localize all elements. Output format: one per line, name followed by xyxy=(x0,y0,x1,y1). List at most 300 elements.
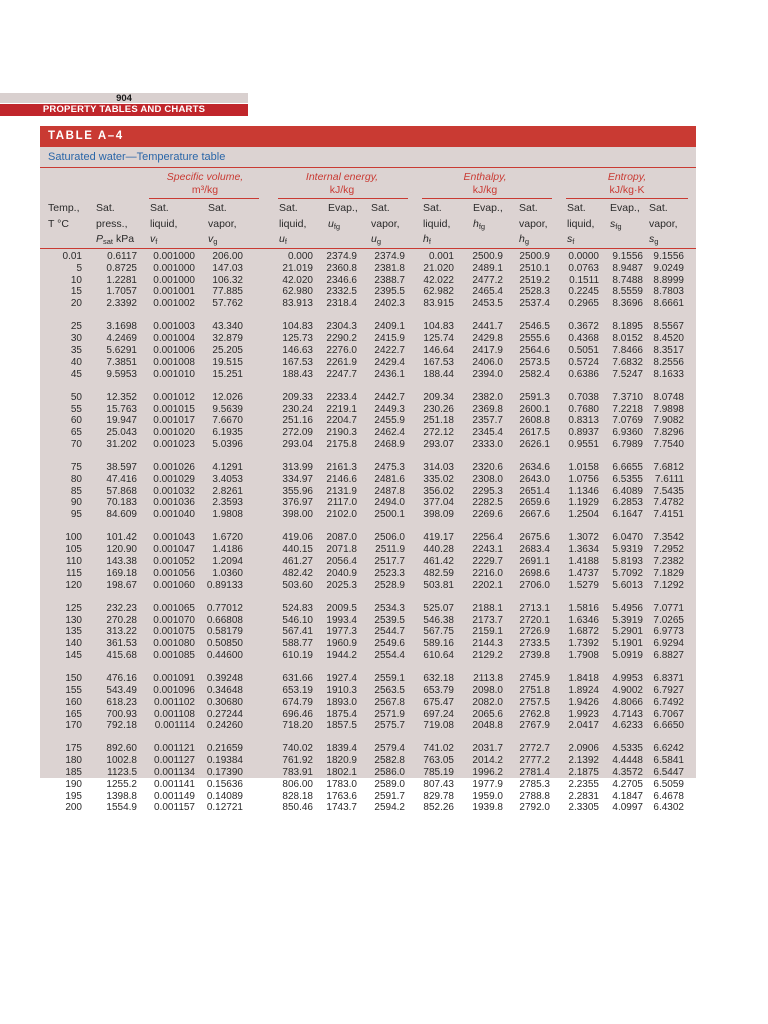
cell-sfg: 6.6655 xyxy=(612,462,643,474)
cell-sg: 8.4520 xyxy=(653,333,684,345)
cell-vf: 0.001149 xyxy=(154,790,195,802)
cell-temp: 105 xyxy=(65,544,82,556)
symbol: s xyxy=(610,217,616,230)
cell-vg: 147.03 xyxy=(212,262,243,274)
cell-sg: 6.7492 xyxy=(653,696,684,708)
cell-sf: 1.3072 xyxy=(568,532,599,544)
cell-sf: 0.0000 xyxy=(568,251,599,262)
cell-vf: 0.001008 xyxy=(153,356,195,368)
cell-uf: 272.09 xyxy=(282,427,313,439)
cell-hfg: 2098.0 xyxy=(472,684,503,696)
cell-temp: 110 xyxy=(66,556,82,567)
cell-psat: 1002.8 xyxy=(106,755,137,767)
table-caption: Saturated water—Temperature table xyxy=(48,151,226,163)
cell-hg: 2634.6 xyxy=(519,462,550,474)
cell-hg: 2528.3 xyxy=(519,286,550,298)
cell-vg: 57.762 xyxy=(212,298,243,310)
col-head-symbol xyxy=(610,217,640,235)
cell-hg: 2706.0 xyxy=(519,579,550,591)
cell-psat: 9.5953 xyxy=(106,368,137,380)
cell-vf: 0.001000 xyxy=(153,274,195,286)
symbol: u xyxy=(328,217,334,230)
cell-sfg: 8.9487 xyxy=(612,262,643,274)
cell-temp: 70 xyxy=(70,438,82,450)
cell-hf: 461.42 xyxy=(423,556,454,567)
col-head-hg xyxy=(519,201,548,250)
cell-sfg: 5.8193 xyxy=(612,556,643,567)
symbol-subscript: f xyxy=(155,237,158,246)
cell-vf: 0.001036 xyxy=(153,497,195,509)
cell-sfg: 4.6233 xyxy=(612,720,643,732)
symbol-subscript: f xyxy=(428,237,431,246)
cell-psat: 84.609 xyxy=(106,509,137,521)
table-row xyxy=(40,580,696,591)
cell-psat: 120.90 xyxy=(106,544,137,556)
cell-sfg: 7.5247 xyxy=(612,368,643,380)
cell-vf: 0.001003 xyxy=(153,321,195,333)
cell-hfg: 1959.0 xyxy=(472,790,503,802)
cell-sg: 6.8827 xyxy=(653,649,684,661)
cell-temp: 185 xyxy=(65,767,82,779)
cell-sfg: 5.2901 xyxy=(612,626,643,638)
cell-vf: 0.001085 xyxy=(153,649,195,661)
cell-ug: 2415.9 xyxy=(374,333,405,345)
cell-vg: 0.44600 xyxy=(206,649,243,661)
table-row xyxy=(40,439,696,450)
cell-vf: 0.001060 xyxy=(153,579,195,591)
cell-sfg: 4.4448 xyxy=(612,755,643,767)
cell-uf: 610.19 xyxy=(282,649,313,661)
cell-uf: 42.020 xyxy=(282,274,313,286)
cell-hg: 2713.1 xyxy=(519,602,550,614)
group-label: Internal energy, xyxy=(305,171,379,183)
cell-hg: 2792.0 xyxy=(519,802,550,814)
cell-ufg: 1977.3 xyxy=(326,626,357,638)
cell-vf: 0.001002 xyxy=(153,298,195,310)
cell-temp: 15 xyxy=(70,286,82,298)
cell-sg: 7.1292 xyxy=(653,579,684,591)
group-unit: kJ/kg xyxy=(472,184,498,196)
cell-sg: 7.7540 xyxy=(653,438,684,450)
cell-ufg: 1857.5 xyxy=(326,720,357,732)
col-head-symbol xyxy=(371,232,400,250)
cell-ufg: 2087.0 xyxy=(326,532,357,544)
cell-vf: 0.001127 xyxy=(154,755,195,767)
cell-psat: 31.202 xyxy=(106,438,137,450)
cell-psat: 38.597 xyxy=(106,462,137,474)
cell-hf: 293.07 xyxy=(423,438,454,450)
table-row xyxy=(40,720,696,731)
cell-sfg: 5.0919 xyxy=(612,649,643,661)
col-head-sfg xyxy=(610,201,640,234)
cell-temp: 25 xyxy=(70,321,82,333)
table-row xyxy=(40,275,696,286)
cell-hfg: 2256.4 xyxy=(472,532,503,544)
cell-sf: 0.6386 xyxy=(568,368,599,380)
symbol: v xyxy=(208,233,214,245)
cell-hfg: 2333.0 xyxy=(472,438,503,450)
cell-vf: 0.001032 xyxy=(153,485,195,497)
group-rule xyxy=(278,198,408,199)
cell-sfg: 4.7143 xyxy=(612,708,643,720)
cell-vf: 0.001026 xyxy=(153,462,195,474)
table-row xyxy=(40,603,696,614)
cell-uf: 828.18 xyxy=(282,790,313,802)
cell-sg: 6.7067 xyxy=(653,708,684,720)
table-row xyxy=(40,509,696,520)
cell-ug: 2455.9 xyxy=(374,415,405,427)
cell-sfg: 4.9002 xyxy=(612,684,643,696)
cell-sf: 2.2355 xyxy=(568,778,599,790)
cell-hfg: 2295.3 xyxy=(472,485,503,497)
cell-sg: 7.1829 xyxy=(653,567,684,579)
cell-temp: 130 xyxy=(65,614,82,626)
cell-ufg: 2374.9 xyxy=(326,251,357,262)
col-head-symbol xyxy=(567,232,594,250)
cell-ufg: 2040.9 xyxy=(326,567,357,579)
cell-vg: 0.15636 xyxy=(206,778,243,790)
cell-hg: 2600.1 xyxy=(519,403,550,415)
cell-temp: 135 xyxy=(65,626,82,638)
group-unit: kJ/kg·K xyxy=(609,184,645,196)
property-table xyxy=(40,126,696,814)
cell-ug: 2442.7 xyxy=(374,391,405,403)
cell-hf: 83.915 xyxy=(423,298,454,310)
col-head-line: Sat. xyxy=(150,202,169,214)
col-head-symbol xyxy=(649,232,678,250)
cell-ug: 2523.3 xyxy=(374,567,405,579)
cell-psat: 7.3851 xyxy=(106,356,137,368)
cell-uf: 761.92 xyxy=(282,755,313,767)
cell-vf: 0.001114 xyxy=(154,720,195,732)
cell-sg: 6.9773 xyxy=(653,626,684,638)
cell-hf: 251.18 xyxy=(423,415,454,427)
cell-ufg: 1893.0 xyxy=(326,696,357,708)
cell-ufg: 2219.1 xyxy=(326,403,357,415)
cell-vg: 2.3593 xyxy=(212,497,243,509)
cell-sfg: 7.8466 xyxy=(612,344,643,356)
cell-sg: 7.4782 xyxy=(653,497,684,509)
cell-hfg: 2229.7 xyxy=(472,556,503,567)
cell-ufg: 1993.4 xyxy=(326,614,357,626)
cell-sg: 9.0249 xyxy=(653,262,684,274)
cell-hg: 2788.8 xyxy=(519,790,550,802)
cell-ufg: 2056.4 xyxy=(326,556,357,567)
cell-vg: 7.6670 xyxy=(212,415,243,427)
cell-hfg: 2269.6 xyxy=(472,509,503,521)
cell-vf: 0.001029 xyxy=(153,473,195,485)
cell-sg: 8.3517 xyxy=(653,344,684,356)
cell-ug: 2544.7 xyxy=(374,626,405,638)
cell-ufg: 2233.4 xyxy=(326,391,357,403)
cell-sf: 2.1392 xyxy=(568,755,599,767)
cell-temp: 80 xyxy=(70,473,82,485)
cell-sfg: 8.1895 xyxy=(612,321,643,333)
cell-psat: 143.38 xyxy=(106,556,137,567)
cell-psat: 313.22 xyxy=(106,626,137,638)
cell-hfg: 2188.1 xyxy=(472,602,503,614)
col-head-sf xyxy=(567,201,594,250)
cell-temp: 65 xyxy=(70,427,82,439)
cell-hf: 146.64 xyxy=(423,344,454,356)
cell-hf: 763.05 xyxy=(423,755,454,767)
col-head-line: press., xyxy=(96,217,128,230)
cell-hf: 589.16 xyxy=(423,638,454,650)
cell-vg: 0.77012 xyxy=(206,602,243,614)
table-row xyxy=(40,369,696,380)
col-head-line: Sat. xyxy=(649,202,668,214)
cell-ufg: 1743.7 xyxy=(326,802,357,814)
cell-hfg: 2202.1 xyxy=(472,579,503,591)
table-row xyxy=(40,568,696,579)
cell-hf: 610.64 xyxy=(423,649,454,661)
cell-uf: 850.46 xyxy=(282,802,313,814)
table-row xyxy=(40,615,696,626)
cell-sg: 7.8296 xyxy=(653,427,684,439)
cell-ug: 2500.1 xyxy=(374,509,405,521)
cell-sfg: 6.0470 xyxy=(612,532,643,544)
symbol-subscript: g xyxy=(524,237,530,246)
cell-vg: 0.27244 xyxy=(206,708,243,720)
cell-ufg: 2131.9 xyxy=(326,485,357,497)
cell-hg: 2537.4 xyxy=(519,298,550,310)
cell-vf: 0.001010 xyxy=(153,368,195,380)
cell-hfg: 2382.0 xyxy=(472,391,503,403)
cell-ug: 2395.5 xyxy=(374,286,405,298)
cell-hg: 2733.5 xyxy=(519,638,550,650)
cell-hg: 2555.6 xyxy=(519,333,550,345)
cell-psat: 792.18 xyxy=(106,720,137,732)
cell-hfg: 2417.9 xyxy=(472,344,503,356)
cell-sg: 7.3542 xyxy=(653,532,684,544)
table-row xyxy=(40,709,696,720)
cell-vg: 0.14089 xyxy=(206,790,243,802)
cell-uf: 293.04 xyxy=(282,438,313,450)
cell-hf: 440.28 xyxy=(423,544,454,556)
cell-ufg: 2261.9 xyxy=(326,356,357,368)
col-head-line: Sat. xyxy=(423,202,442,214)
symbol-subscript: g xyxy=(213,237,218,246)
cell-vg: 0.50850 xyxy=(206,638,243,650)
cell-hg: 2667.6 xyxy=(519,509,550,521)
cell-vf: 0.001040 xyxy=(153,509,195,521)
cell-uf: 806.00 xyxy=(282,778,313,790)
cell-sf: 0.3672 xyxy=(568,321,599,333)
cell-uf: 230.24 xyxy=(282,403,313,415)
cell-hfg: 2345.4 xyxy=(472,427,503,439)
cell-ufg: 2071.8 xyxy=(326,544,357,556)
cell-uf: 188.43 xyxy=(282,368,313,380)
cell-psat: 618.23 xyxy=(106,696,137,708)
cell-hf: 829.78 xyxy=(423,790,454,802)
cell-psat: 70.183 xyxy=(106,497,137,509)
cell-sf: 1.4737 xyxy=(568,567,599,579)
group-rule xyxy=(149,198,259,199)
col-head-line: liquid, xyxy=(279,217,307,230)
cell-sfg: 5.3919 xyxy=(612,614,643,626)
cell-psat: 19.947 xyxy=(106,415,137,427)
group-unit: kJ/kg xyxy=(329,184,355,196)
cell-hfg: 2465.4 xyxy=(472,286,503,298)
cell-sfg: 6.2853 xyxy=(612,497,643,509)
cell-hg: 2651.4 xyxy=(519,485,550,497)
cell-uf: 146.63 xyxy=(282,344,313,356)
cell-temp: 150 xyxy=(65,673,82,685)
cell-temp: 145 xyxy=(65,649,82,661)
cell-hg: 2726.9 xyxy=(519,626,550,638)
cell-sg: 6.4678 xyxy=(653,790,684,802)
cell-vg: 0.39248 xyxy=(206,673,243,685)
col-head-line: Evap., xyxy=(328,202,358,214)
cell-hf: 852.26 xyxy=(423,802,454,814)
cell-sf: 1.0158 xyxy=(568,462,599,474)
cell-sg: 7.6111 xyxy=(654,473,684,485)
cell-hg: 2745.9 xyxy=(519,673,550,685)
symbol-subscript: g xyxy=(654,237,659,246)
cell-hf: 503.81 xyxy=(423,579,454,591)
group-label: Entropy, xyxy=(607,171,647,183)
cell-ug: 2579.4 xyxy=(374,743,405,755)
cell-vg: 0.89133 xyxy=(206,579,243,591)
cell-hg: 2720.1 xyxy=(519,614,550,626)
col-head-line: Sat. xyxy=(567,202,586,214)
symbol: s xyxy=(649,233,655,245)
cell-hf: 377.04 xyxy=(423,497,454,509)
cell-sg: 7.6812 xyxy=(653,462,684,474)
cell-hfg: 2453.5 xyxy=(472,298,503,310)
cell-sfg: 5.9319 xyxy=(612,544,643,556)
cell-hfg: 2113.8 xyxy=(473,673,503,685)
table-row xyxy=(40,333,696,344)
cell-sf: 0.2965 xyxy=(568,298,599,310)
cell-ufg: 1944.2 xyxy=(326,649,357,661)
cell-hf: 314.03 xyxy=(423,462,454,474)
cell-hf: 356.02 xyxy=(423,485,454,497)
cell-sg: 6.6650 xyxy=(653,720,684,732)
cell-temp: 100 xyxy=(65,532,82,544)
cell-hg: 2698.6 xyxy=(519,567,550,579)
cell-sfg: 4.5335 xyxy=(612,743,643,755)
col-head-line: Sat. xyxy=(208,202,227,214)
cell-hg: 2772.7 xyxy=(519,743,550,755)
cell-temp: 115 xyxy=(66,567,82,579)
cell-vf: 0.001004 xyxy=(153,333,195,345)
cell-temp: 165 xyxy=(65,708,82,720)
cell-sf: 2.0417 xyxy=(568,720,599,732)
cell-hf: 398.09 xyxy=(423,509,454,521)
cell-uf: 376.97 xyxy=(282,497,313,509)
cell-sf: 1.6346 xyxy=(568,614,599,626)
cell-uf: 783.91 xyxy=(282,767,313,779)
cell-ufg: 2360.8 xyxy=(326,262,357,274)
cell-hf: 167.53 xyxy=(423,356,454,368)
cell-psat: 2.3392 xyxy=(106,298,137,310)
cell-sg: 7.5435 xyxy=(653,485,684,497)
cell-temp: 20 xyxy=(70,298,82,310)
cell-uf: 440.15 xyxy=(282,544,313,556)
table-row xyxy=(40,697,696,708)
cell-sf: 1.5816 xyxy=(568,602,599,614)
table-row xyxy=(40,779,696,790)
symbol-subscript: f xyxy=(284,237,287,246)
cell-ufg: 2332.5 xyxy=(326,286,357,298)
cell-hfg: 2282.5 xyxy=(472,497,503,509)
cell-sf: 1.9426 xyxy=(568,696,599,708)
cell-hg: 2591.3 xyxy=(519,391,550,403)
running-head: PROPERTY TABLES AND CHARTS xyxy=(0,104,248,116)
cell-sfg: 4.1847 xyxy=(612,790,643,802)
cell-uf: 482.42 xyxy=(282,567,313,579)
cell-hfg: 2500.9 xyxy=(472,251,503,262)
cell-ug: 2539.5 xyxy=(374,614,405,626)
table-row xyxy=(40,650,696,661)
cell-uf: 398.00 xyxy=(282,509,313,521)
cell-vg: 0.19384 xyxy=(206,755,243,767)
symbol-subscript: fg xyxy=(333,221,341,231)
cell-hf: 653.79 xyxy=(423,684,454,696)
cell-ufg: 2146.6 xyxy=(326,473,357,485)
cell-hfg: 2014.2 xyxy=(472,755,503,767)
cell-sg: 6.5059 xyxy=(653,778,684,790)
cell-ug: 2388.7 xyxy=(374,274,405,286)
table-row xyxy=(40,532,696,543)
cell-ug: 2402.3 xyxy=(374,298,405,310)
cell-ug: 2506.0 xyxy=(374,532,405,544)
cell-psat: 270.28 xyxy=(106,614,137,626)
cell-hg: 2691.1 xyxy=(519,556,550,567)
cell-ufg: 1839.4 xyxy=(326,743,357,755)
cell-temp: 95 xyxy=(70,509,82,521)
cell-vf: 0.001075 xyxy=(153,626,195,638)
cell-vf: 0.001047 xyxy=(153,544,195,556)
symbol: s xyxy=(567,233,573,245)
cell-psat: 4.2469 xyxy=(106,333,137,345)
col-head-sg xyxy=(649,201,678,250)
table-row xyxy=(40,767,696,778)
cell-hfg: 2406.0 xyxy=(472,356,503,368)
cell-ug: 2481.6 xyxy=(374,473,405,485)
cell-hg: 2573.5 xyxy=(519,356,550,368)
group-entropy xyxy=(572,171,682,197)
cell-vg: 5.0396 xyxy=(212,438,243,450)
table-row xyxy=(40,286,696,297)
cell-hg: 2608.8 xyxy=(519,415,550,427)
cell-sfg: 6.7989 xyxy=(612,438,643,450)
cell-temp: 60 xyxy=(70,415,82,427)
group-rule xyxy=(566,198,688,199)
cell-vg: 15.251 xyxy=(212,368,243,380)
cell-ug: 2409.1 xyxy=(374,321,405,333)
cell-psat: 1123.5 xyxy=(107,767,137,779)
cell-uf: 588.77 xyxy=(282,638,313,650)
cell-vf: 0.001080 xyxy=(153,638,195,650)
cell-sf: 2.1875 xyxy=(568,767,599,779)
cell-vg: 0.34648 xyxy=(206,684,243,696)
symbol: u xyxy=(371,233,377,245)
cell-ufg: 1820.9 xyxy=(326,755,357,767)
cell-vf: 0.001017 xyxy=(153,415,195,427)
table-row xyxy=(40,427,696,438)
cell-hg: 2617.5 xyxy=(519,427,550,439)
cell-hg: 2643.0 xyxy=(519,473,550,485)
cell-vg: 0.12721 xyxy=(206,802,243,814)
cell-psat: 57.868 xyxy=(106,485,137,497)
col-head-symbol xyxy=(150,232,177,250)
cell-ufg: 1927.4 xyxy=(326,673,357,685)
cell-uf: 62.980 xyxy=(282,286,313,298)
cell-uf: 251.16 xyxy=(282,415,313,427)
cell-vg: 0.58179 xyxy=(206,626,243,638)
